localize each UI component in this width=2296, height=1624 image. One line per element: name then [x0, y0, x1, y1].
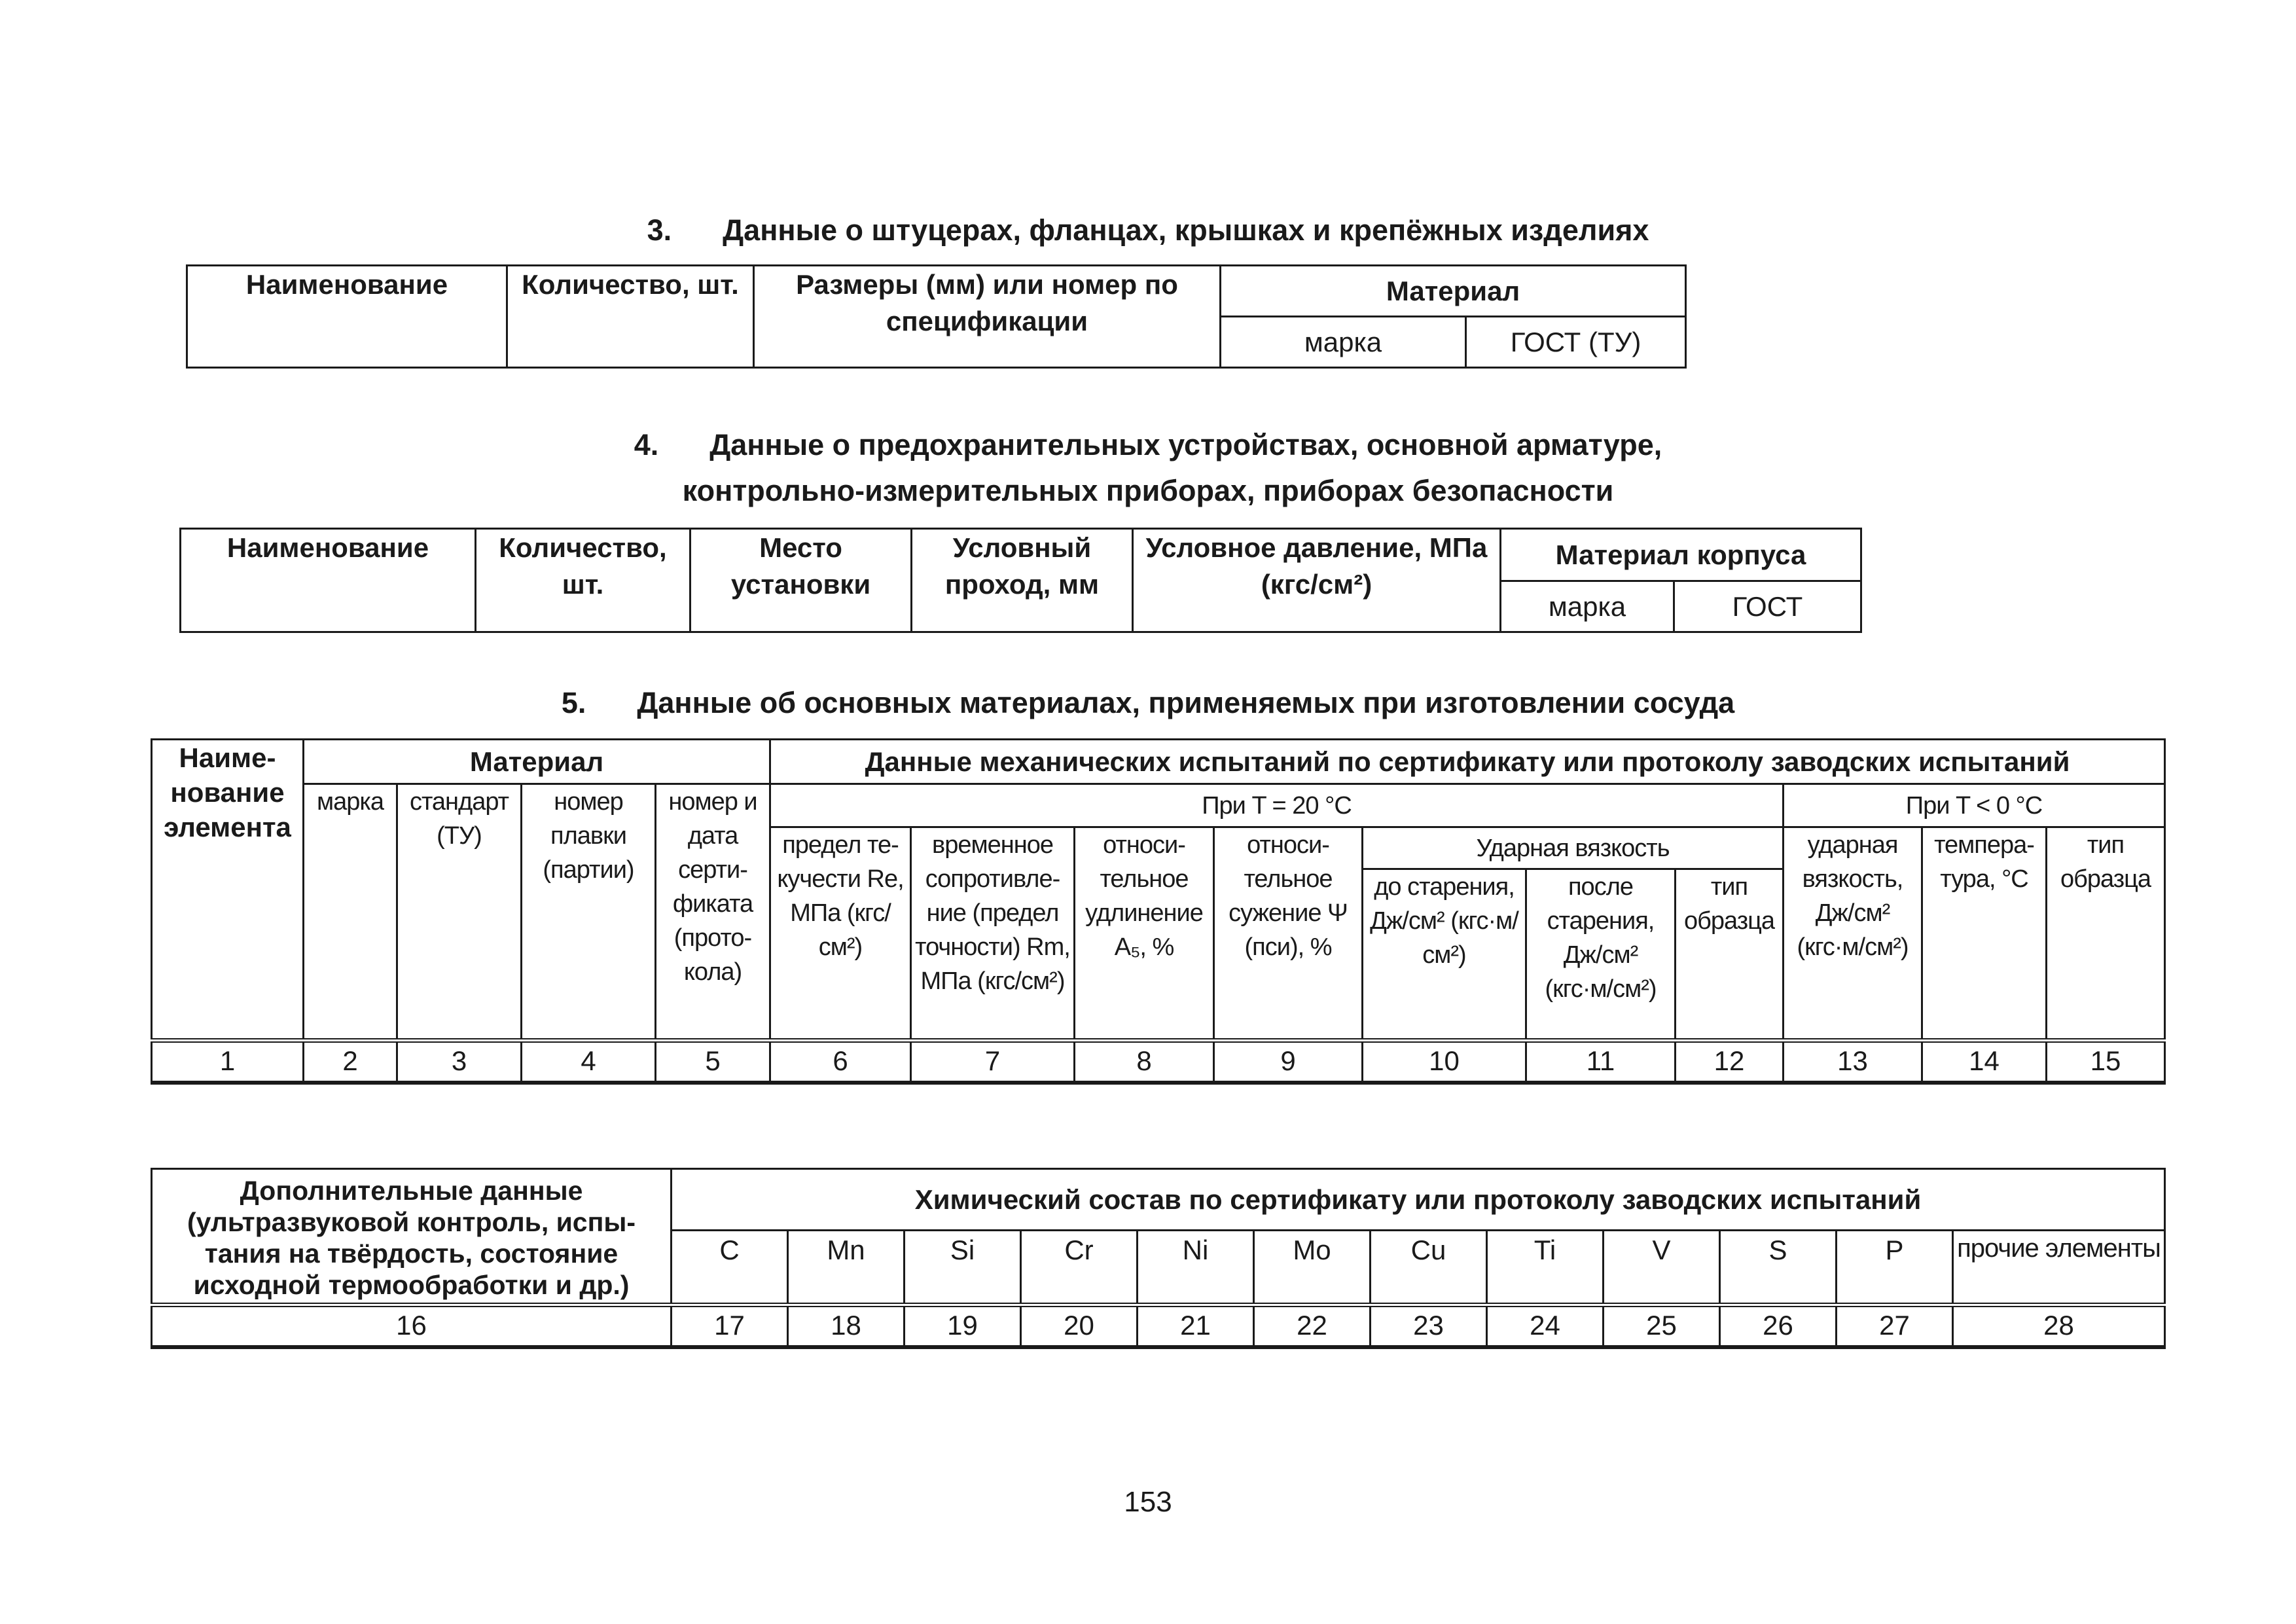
- column-number: 5: [656, 1041, 770, 1083]
- section-3-number: 3.: [647, 213, 672, 247]
- col-certificate-header: номер и дата серти- фиката (прото- кола): [656, 784, 770, 1041]
- col-yield-strength-header: предел те- кучести Re, МПа (кгс/см²): [770, 827, 911, 1041]
- col-element-s-header: S: [1720, 1231, 1837, 1305]
- col-impact-low-header: ударная вязкость, Дж/см² (кгс·м/см²): [1784, 827, 1922, 1041]
- col-element-mn-header: Mn: [788, 1231, 905, 1305]
- col-element-p-header: P: [1837, 1231, 1953, 1305]
- column-number: 15: [2047, 1041, 2165, 1083]
- section-5-heading: [0, 681, 2296, 725]
- column-number: 2: [304, 1041, 397, 1083]
- column-number: 1: [152, 1041, 304, 1083]
- column-number: 27: [1837, 1305, 1953, 1347]
- col-element-cr-header: Cr: [1021, 1231, 1138, 1305]
- column-number: 4: [522, 1041, 656, 1083]
- col-quantity-header: Количество, шт.: [507, 266, 754, 368]
- impact-toughness-group-header: Ударная вязкость: [1363, 827, 1784, 869]
- chemical-composition-table: [151, 1168, 2166, 1349]
- col-nominal-bore-header: Условный проход, мм: [912, 529, 1133, 632]
- column-number-row: [152, 1305, 2165, 1347]
- below-0c-group-header: При T < 0 °С: [1784, 784, 2165, 827]
- column-number: 11: [1526, 1041, 1676, 1083]
- col-name-header: Наименование: [181, 529, 476, 632]
- col-additional-data-header: Дополнительные данные (ультразвуковой контроль, испы- тания на твёрдость, состояние исходной термообработки и др.): [152, 1169, 672, 1305]
- col-grade-header: марка: [1221, 317, 1466, 368]
- col-specimen-type-header: тип образца: [1676, 869, 1784, 1041]
- column-number: 7: [911, 1041, 1075, 1083]
- column-number: 20: [1021, 1305, 1138, 1347]
- section-4-heading: [0, 423, 2296, 467]
- page-number: 153: [1124, 1486, 1172, 1518]
- col-quantity-header: Количество, шт.: [476, 529, 691, 632]
- column-number: 13: [1784, 1041, 1922, 1083]
- column-number: 16: [152, 1305, 672, 1347]
- column-number: 25: [1604, 1305, 1720, 1347]
- col-element-v-header: V: [1604, 1231, 1720, 1305]
- section-5-title: Данные об основных материалах, применяемых при изготовлении сосуда: [637, 686, 1735, 719]
- col-elongation-header: относи- тельное удлинение A₅, %: [1075, 827, 1214, 1041]
- column-number: 12: [1676, 1041, 1784, 1083]
- col-temperature-header: темпера- тура, °С: [1922, 827, 2047, 1041]
- column-number: 26: [1720, 1305, 1837, 1347]
- col-name-header: Наименование: [187, 266, 507, 368]
- column-number: 17: [672, 1305, 788, 1347]
- mech-tests-group-header: Данные механических испытаний по сертификату или протоколу заводских испытаний: [770, 740, 2165, 784]
- col-element-ti-header: Ti: [1487, 1231, 1604, 1305]
- col-element-mo-header: Mo: [1254, 1231, 1371, 1305]
- col-element-si-header: Si: [905, 1231, 1021, 1305]
- column-number: 22: [1254, 1305, 1371, 1347]
- column-number: 6: [770, 1041, 911, 1083]
- column-number: 28: [1953, 1305, 2165, 1347]
- column-number: 14: [1922, 1041, 2047, 1083]
- col-grade-header: марка: [1501, 581, 1674, 632]
- col-material-header: Материал: [1221, 266, 1686, 317]
- at-20c-group-header: При T = 20 °С: [770, 784, 1784, 827]
- col-before-aging-header: до старения, Дж/см² (кгс·м/см²): [1363, 869, 1526, 1041]
- section-4-title-line2: контрольно-измерительных приборах, приборах безопасности: [682, 474, 1614, 507]
- materials-table: [151, 738, 2166, 1085]
- col-other-elements-header: прочие элементы: [1953, 1231, 2165, 1305]
- column-number: 18: [788, 1305, 905, 1347]
- col-standard-header: стандарт (ТУ): [397, 784, 522, 1041]
- col-size-header: Размеры (мм) или номер по спецификации: [754, 266, 1221, 368]
- column-number: 21: [1138, 1305, 1254, 1347]
- col-element-name-header: Наиме- нование элемента: [152, 740, 304, 1041]
- chemical-composition-group-header: Химический состав по сертификату или протоколу заводских испытаний: [672, 1169, 2165, 1231]
- col-standard-header: ГОСТ (ТУ): [1466, 317, 1686, 368]
- section-4-title-line1: Данные о предохранительных устройствах, основной арматуре,: [709, 428, 1662, 461]
- section-4-number: 4.: [634, 428, 659, 461]
- section-4-heading-line2: [0, 469, 2296, 513]
- fittings-table: [186, 264, 1687, 369]
- safety-devices-table: [179, 528, 1862, 633]
- col-body-material-header: Материал корпуса: [1501, 529, 1861, 581]
- column-number: 3: [397, 1041, 522, 1083]
- col-heat-number-header: номер плавки (партии): [522, 784, 656, 1041]
- column-number: 23: [1371, 1305, 1487, 1347]
- col-nominal-pressure-header: Условное давление, МПа (кгс/см²): [1133, 529, 1501, 632]
- column-number-row: [152, 1041, 2165, 1083]
- section-5-number: 5.: [561, 686, 586, 719]
- col-location-header: Место установки: [691, 529, 912, 632]
- column-number: 10: [1363, 1041, 1526, 1083]
- column-number: 19: [905, 1305, 1021, 1347]
- col-after-aging-header: после старения, Дж/см² (кгс·м/см²): [1526, 869, 1676, 1041]
- column-number: 9: [1214, 1041, 1363, 1083]
- col-element-ni-header: Ni: [1138, 1231, 1254, 1305]
- material-group-header: Материал: [304, 740, 770, 784]
- column-number: 24: [1487, 1305, 1604, 1347]
- col-grade-header: марка: [304, 784, 397, 1041]
- col-standard-header: ГОСТ: [1674, 581, 1861, 632]
- col-element-cu-header: Cu: [1371, 1231, 1487, 1305]
- section-3-title: Данные о штуцерах, фланцах, крышках и крепёжных изделиях: [723, 213, 1649, 247]
- col-element-c-header: C: [672, 1231, 788, 1305]
- col-tensile-strength-header: временное сопротивле- ние (предел точности) Rm, МПа (кгс/см²): [911, 827, 1075, 1041]
- section-3-heading: [0, 208, 2296, 253]
- col-reduction-header: относи- тельное сужение Ψ (пси), %: [1214, 827, 1363, 1041]
- col-specimen-type-low-header: тип образца: [2047, 827, 2165, 1041]
- column-number: 8: [1075, 1041, 1214, 1083]
